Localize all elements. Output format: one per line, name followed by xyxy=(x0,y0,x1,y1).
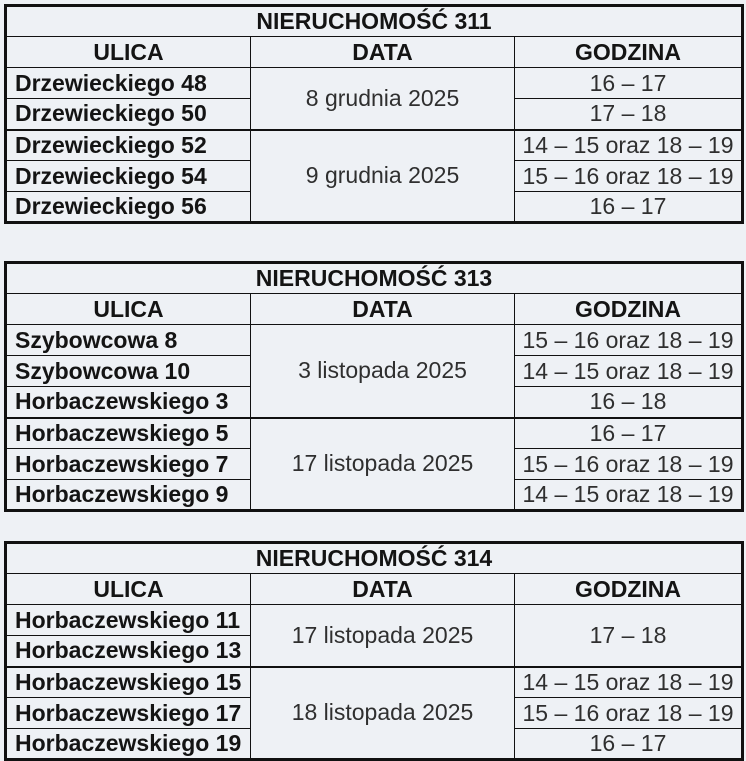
street-cell: Drzewieckiego 50 xyxy=(6,99,251,130)
column-header-data: DATA xyxy=(251,37,515,68)
column-header-ulica: ULICA xyxy=(6,294,251,325)
schedule-table-314 xyxy=(4,541,744,761)
time-cell: 14 – 15 oraz 18 – 19 xyxy=(515,667,743,698)
column-header-data: DATA xyxy=(251,294,515,325)
time-cell: 15 – 16 oraz 18 – 19 xyxy=(515,449,743,480)
table-row xyxy=(6,130,743,161)
schedule-table-311 xyxy=(4,4,744,224)
table-title-row xyxy=(6,543,743,574)
column-header-godzina: GODZINA xyxy=(515,294,743,325)
time-cell: 16 – 17 xyxy=(515,68,743,99)
column-header-data: DATA xyxy=(251,574,515,605)
date-cell: 18 listopada 2025 xyxy=(251,667,515,760)
street-cell: Horbaczewskiego 15 xyxy=(6,667,251,698)
street-cell: Horbaczewskiego 9 xyxy=(6,480,251,511)
table-title: NIERUCHOMOŚĆ 313 xyxy=(6,263,743,294)
street-cell: Drzewieckiego 52 xyxy=(6,130,251,161)
street-cell: Horbaczewskiego 3 xyxy=(6,387,251,418)
time-cell: 15 – 16 oraz 18 – 19 xyxy=(515,161,743,192)
schedule-table-313 xyxy=(4,261,744,512)
street-cell: Horbaczewskiego 5 xyxy=(6,418,251,449)
date-cell: 3 listopada 2025 xyxy=(251,325,515,418)
time-cell: 16 – 17 xyxy=(515,418,743,449)
street-cell: Horbaczewskiego 17 xyxy=(6,698,251,729)
date-cell: 8 grudnia 2025 xyxy=(251,68,515,130)
time-cell: 17 – 18 xyxy=(515,605,743,667)
time-cell: 15 – 16 oraz 18 – 19 xyxy=(515,698,743,729)
time-cell: 17 – 18 xyxy=(515,99,743,130)
time-cell: 14 – 15 oraz 18 – 19 xyxy=(515,480,743,511)
table-row xyxy=(6,418,743,449)
column-header-godzina: GODZINA xyxy=(515,574,743,605)
street-cell: Drzewieckiego 54 xyxy=(6,161,251,192)
time-cell: 14 – 15 oraz 18 – 19 xyxy=(515,130,743,161)
column-header-row xyxy=(6,294,743,325)
table-title-row xyxy=(6,6,743,37)
column-header-godzina: GODZINA xyxy=(515,37,743,68)
time-cell: 14 – 15 oraz 18 – 19 xyxy=(515,356,743,387)
column-header-row xyxy=(6,574,743,605)
table-row xyxy=(6,68,743,99)
time-cell: 16 – 17 xyxy=(515,729,743,760)
table-title: NIERUCHOMOŚĆ 311 xyxy=(6,6,743,37)
column-header-ulica: ULICA xyxy=(6,37,251,68)
time-cell: 16 – 17 xyxy=(515,192,743,223)
column-header-row xyxy=(6,37,743,68)
street-cell: Drzewieckiego 48 xyxy=(6,68,251,99)
time-cell: 16 – 18 xyxy=(515,387,743,418)
street-cell: Horbaczewskiego 13 xyxy=(6,636,251,667)
street-cell: Horbaczewskiego 11 xyxy=(6,605,251,636)
street-cell: Szybowcowa 10 xyxy=(6,356,251,387)
street-cell: Horbaczewskiego 19 xyxy=(6,729,251,760)
table-row xyxy=(6,667,743,698)
street-cell: Szybowcowa 8 xyxy=(6,325,251,356)
table-title: NIERUCHOMOŚĆ 314 xyxy=(6,543,743,574)
date-cell: 17 listopada 2025 xyxy=(251,418,515,511)
table-row xyxy=(6,325,743,356)
time-cell: 15 – 16 oraz 18 – 19 xyxy=(515,325,743,356)
date-cell: 9 grudnia 2025 xyxy=(251,130,515,223)
table-title-row xyxy=(6,263,743,294)
table-row xyxy=(6,605,743,636)
street-cell: Horbaczewskiego 7 xyxy=(6,449,251,480)
column-header-ulica: ULICA xyxy=(6,574,251,605)
date-cell: 17 listopada 2025 xyxy=(251,605,515,667)
street-cell: Drzewieckiego 56 xyxy=(6,192,251,223)
